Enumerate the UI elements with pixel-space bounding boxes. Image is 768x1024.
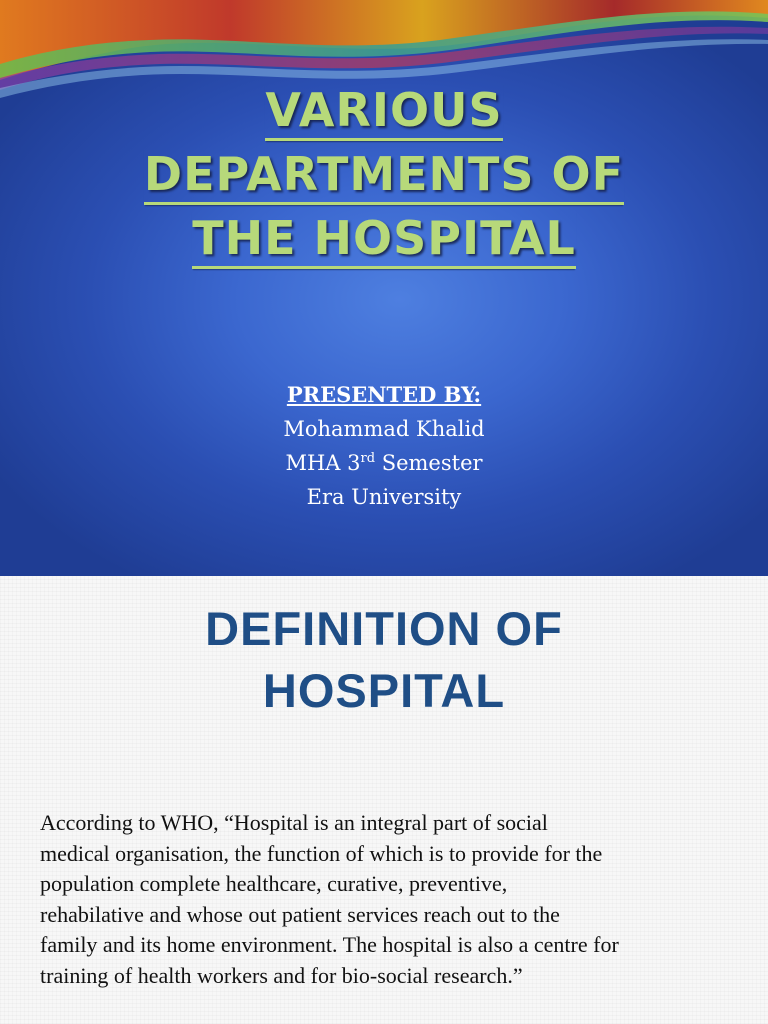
title-line-2: DEPARTMENTS OF [144,146,624,205]
body-line: population complete healthcare, curative, preventive, [40,871,508,896]
body-line: training of health workers and for bio-social research.” [40,962,523,988]
course-suffix: Semester [375,451,483,475]
slide-title [0,78,768,270]
definition-title-line-1: DEFINITION OF [205,602,563,655]
body-line: According to WHO, “Hospital is an integral part of social [40,810,548,835]
body-line: family and its home environment. The hospital is also a centre for [40,932,619,957]
definition-body [40,808,740,991]
presenter-name: Mohammad Khalid [283,417,485,441]
definition-slide [0,576,768,1024]
course-prefix: MHA 3 [285,451,361,475]
body-line: medical organisation, the function of which is to provide for the [40,840,603,866]
title-line-1: VARIOUS [265,82,502,141]
course-superscript: rd [360,451,376,466]
definition-title [0,598,768,722]
body-line: rehabilative and whose out patient services reach out to the [40,901,560,927]
university-name: Era University [306,485,462,509]
presenter-heading: PRESENTED BY: [286,382,482,407]
definition-title-line-2: HOSPITAL [262,664,506,717]
course-info [0,446,768,480]
title-line-3: THE HOSPITAL [192,210,576,269]
presenter-block [0,378,768,514]
